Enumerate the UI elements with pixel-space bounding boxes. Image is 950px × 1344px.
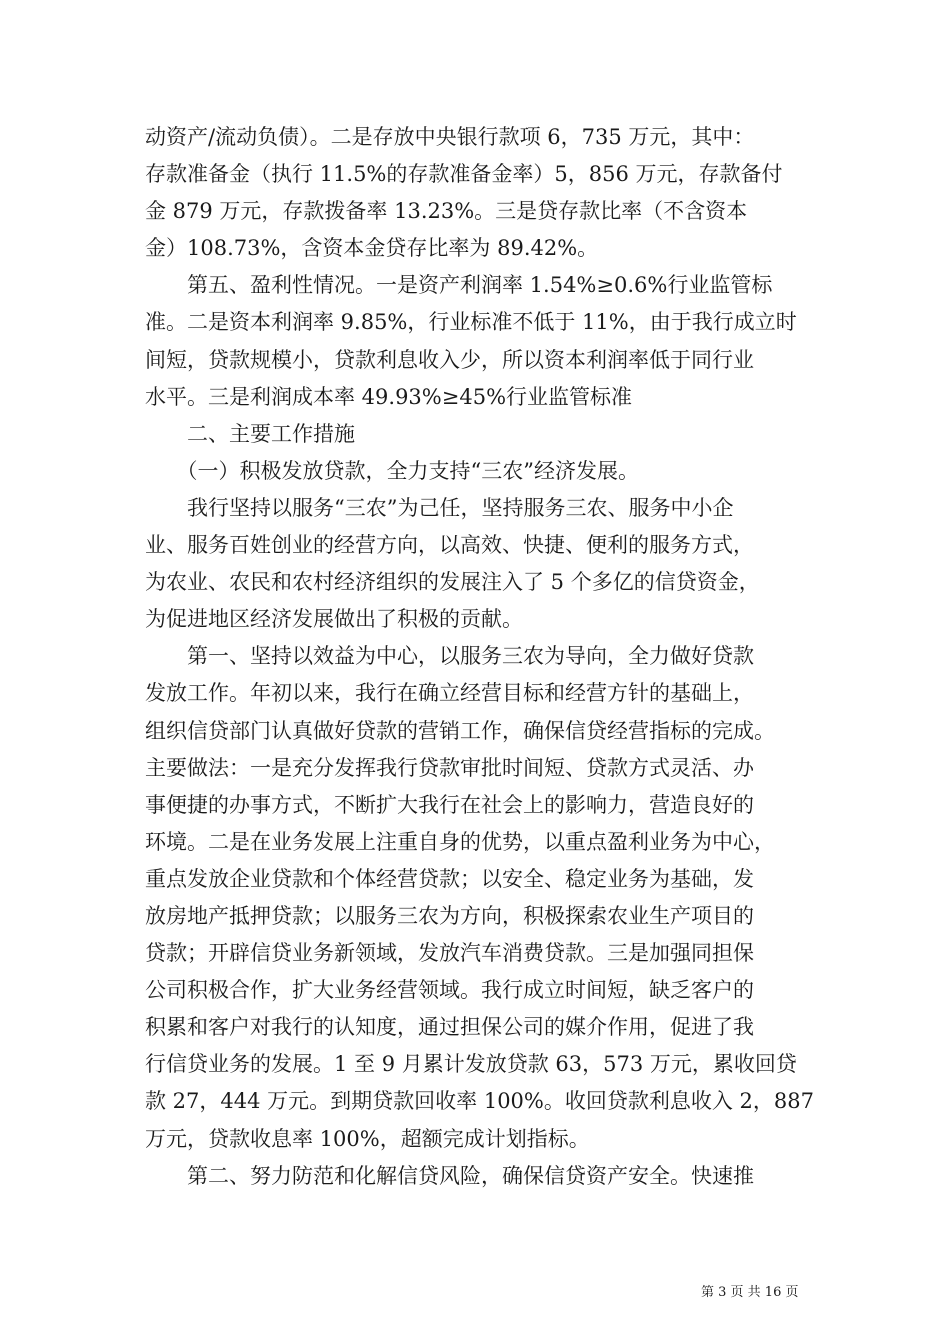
- text-line: 积累和客户对我行的认知度，通过担保公司的媒介作用，促进了我: [145, 1015, 754, 1040]
- text-line: 事便捷的办事方式，不断扩大我行在社会上的影响力，营造良好的: [145, 792, 754, 817]
- text-line: 公司积极合作，扩大业务经营领域。我行成立时间短，缺乏客户的: [145, 978, 754, 1003]
- text-line: 为农业、农民和农村经济组织的发展注入了 5 个多亿的信贷资金，: [145, 570, 760, 595]
- text-line: 主要做法：一是充分发挥我行贷款审批时间短、贷款方式灵活、办: [145, 755, 754, 780]
- text-line: 第二、努力防范和化解信贷风险，确保信贷资产安全。快速推: [145, 1163, 754, 1188]
- text-line: 重点发放企业贷款和个体经营贷款；以安全、稳定业务为基础，发: [145, 866, 754, 891]
- text-line: 款 27，444 万元。到期贷款回收率 100%。收回贷款利息收入 2，887: [145, 1089, 814, 1114]
- text-line: 为促进地区经济发展做出了积极的贡献。: [145, 607, 523, 632]
- text-line: 行信贷业务的发展。1 至 9 月累计发放贷款 63，573 万元，累收回贷: [145, 1052, 797, 1077]
- text-line: 第一、坚持以效益为中心，以服务三农为导向，全力做好贷款: [145, 644, 754, 669]
- text-line: 发放工作。年初以来，我行在确立经营目标和经营方针的基础上，: [145, 681, 754, 706]
- text-line: 间短，贷款规模小，贷款利息收入少，所以资本利润率低于同行业: [145, 347, 754, 372]
- text-line: 准。二是资本利润率 9.85%，行业标准不低于 11%，由于我行成立时: [145, 310, 797, 335]
- text-line: 动资产/流动负债）。二是存放中央银行款项 6，735 万元，其中：: [145, 125, 755, 149]
- text-line: 环境。二是在业务发展上注重自身的优势，以重点盈利业务为中心，: [145, 829, 775, 854]
- body-text: [145, 119, 825, 1195]
- text-line: 水平。三是利润成本率 49.93%≥45%行业监管标准: [145, 384, 633, 409]
- text-line: 金）108.73%，含资本金贷存比率为 89.42%。: [145, 236, 599, 261]
- text-line: 存款准备金（执行 11.5%的存款准备金率）5，856 万元，存款备付: [145, 162, 783, 187]
- text-line: 金 879 万元，存款拨备率 13.23%。三是贷存款比率（不含资本: [145, 199, 748, 224]
- text-line: 贷款；开辟信贷业务新领域，发放汽车消费贷款。三是加强同担保: [145, 941, 754, 966]
- text-line: 组织信贷部门认真做好贷款的营销工作，确保信贷经营指标的完成。: [145, 718, 775, 743]
- section-heading: 二、主要工作措施: [145, 421, 355, 446]
- text-line: 放房地产抵押贷款；以服务三农为方向，积极探索农业生产项目的: [145, 903, 754, 928]
- subsection-heading: （一）积极发放贷款，全力支持“三农”经济发展。: [145, 458, 639, 483]
- text-line: 我行坚持以服务“三农”为己任，坚持服务三农、服务中小企: [145, 495, 734, 520]
- text-line: 第五、盈利性情况。一是资产利润率 1.54%≥0.6%行业监管标: [145, 273, 773, 298]
- text-line: 万元，贷款收息率 100%，超额完成计划指标。: [145, 1126, 590, 1151]
- text-line: 业、服务百姓创业的经营方向，以高效、快捷、便利的服务方式，: [145, 533, 754, 558]
- page-number: 第 3 页 共 16 页: [701, 1285, 799, 1300]
